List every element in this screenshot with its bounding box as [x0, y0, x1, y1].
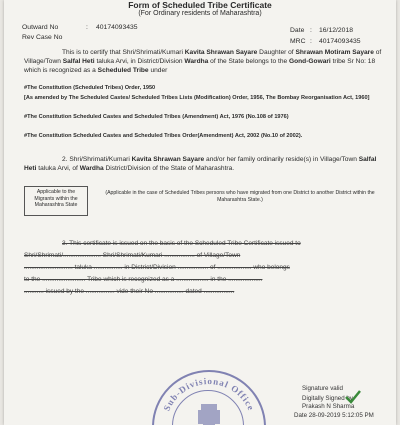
seal-lettering [154, 372, 264, 425]
mrc-label: MRC [290, 38, 306, 45]
outward-no-separator: : [86, 24, 88, 31]
village-name-2: Salfal Heti [24, 156, 377, 172]
signature-valid: Signature valid [302, 385, 343, 392]
para3-line-1: 3. This certificate is issued on the basis of the Scheduled Tribe Certificate issued to [62, 240, 301, 247]
certificate-page [4, 0, 396, 425]
para2-text-a: 2. Shri/Shrimati/Kumari [62, 156, 132, 163]
para3-line-2: Shri/Shrimati/..................... Shri/Shrimati/Kumari ................. of Village/Town [24, 252, 241, 259]
para1-text-d: taluka Arvi, in District/Division [94, 58, 185, 65]
constitution-amendment-2002: #The Constitution Scheduled Castes and Scheduled Tribes Order(Amendment) Act, 2002 (No.10 of 2002). [24, 133, 303, 139]
para1-text-c: of Village/Town [24, 49, 382, 65]
mrc-separator: : [310, 38, 312, 45]
migrant-applicability-box [24, 186, 88, 216]
certificate-title: Form of Scheduled Tribe Certificate [128, 0, 272, 10]
candidate-name-2: Kavita Shrawan Sayare [131, 156, 205, 163]
para1-text-a: This is to certify that Shri/Shrimati/Kumari [62, 49, 185, 56]
outward-no-label: Outward No [22, 24, 59, 31]
date-label: Date [290, 27, 305, 34]
constitution-amendment-1956: [As amended by The Scheduled Castes/ Scheduled Tribes Lists (Modification) Order, 1956, The Bombay Reorganisation Act, 1960] [24, 95, 370, 101]
para2-text-b: and/or her family ordinarily reside(s) in Village/Town [204, 156, 359, 163]
outward-no-value: 40174093435 [96, 24, 138, 31]
para3-line-4: to the ........................ Tribe which is recognized as a .................. in the ................... [24, 276, 263, 283]
migrant-box-text: Applicable to the Migrants within the Maharashtra State [34, 189, 78, 208]
certificate-paragraph-2 [24, 155, 382, 173]
date-separator: : [310, 27, 312, 34]
para2-text-d: District/Division of the State of Maharashtra. [103, 165, 235, 172]
village-name: Salfal Heti [62, 58, 95, 65]
para1-text-e: of the State belongs to the [208, 58, 289, 65]
certificate-subtitle: (For Ordinary residents of Maharashtra) [138, 10, 262, 17]
digitally-signed-by: Digitally Signed by [302, 395, 353, 402]
official-seal [152, 370, 266, 425]
para3-line-3: ........................... taluka ................ in District/Division ................. of ................... who belongs [24, 264, 290, 271]
scheduled-tribe-label: Scheduled Tribe [97, 67, 149, 74]
migrant-note: (Applicable in the case of Scheduled Tribes persons who have migrated from one District to another District within the Maharashtra State.) [105, 190, 375, 203]
rev-case-label: Rev Case No [22, 34, 63, 41]
emblem-icon [198, 404, 220, 425]
district-name: Wardha [184, 58, 209, 65]
para1-text-f: tribe Sr No: 18 which is recognized as a [24, 58, 376, 74]
constitution-order-1950: #The Constitution (Scheduled Tribes) Order, 1950 [24, 85, 156, 91]
tribe-name: Gond-Gowari [289, 58, 331, 65]
verified-check-icon [344, 388, 362, 406]
para3-line-5: ........... issued by the ................ vide their No ................ dated ................. [24, 288, 235, 295]
signer-name: Prakash N Sharma [302, 403, 355, 410]
candidate-name: Kavita Shrawan Sayare [184, 49, 258, 56]
seal-text: Sub-Divisional Office [161, 375, 257, 413]
signed-date: Date 28-09-2019 5:12:05 PM [294, 412, 374, 419]
para2-text-c: taluka Arvi, of [36, 165, 80, 172]
certificate-paragraph-1 [24, 48, 382, 75]
constitution-amendment-1976: #The Constitution Scheduled Castes and Scheduled Tribes (Amendment) Act, 1976 (No.108 of 1976) [24, 114, 289, 120]
para1-text-g: under [148, 67, 168, 74]
father-name: Shrawan Motiram Sayare [295, 49, 374, 56]
district-name-2: Wardha [79, 165, 104, 172]
mrc-value: 40174093435 [319, 38, 361, 45]
para1-text-b: Daughter of [257, 49, 296, 56]
date-value: 16/12/2018 [319, 27, 354, 34]
